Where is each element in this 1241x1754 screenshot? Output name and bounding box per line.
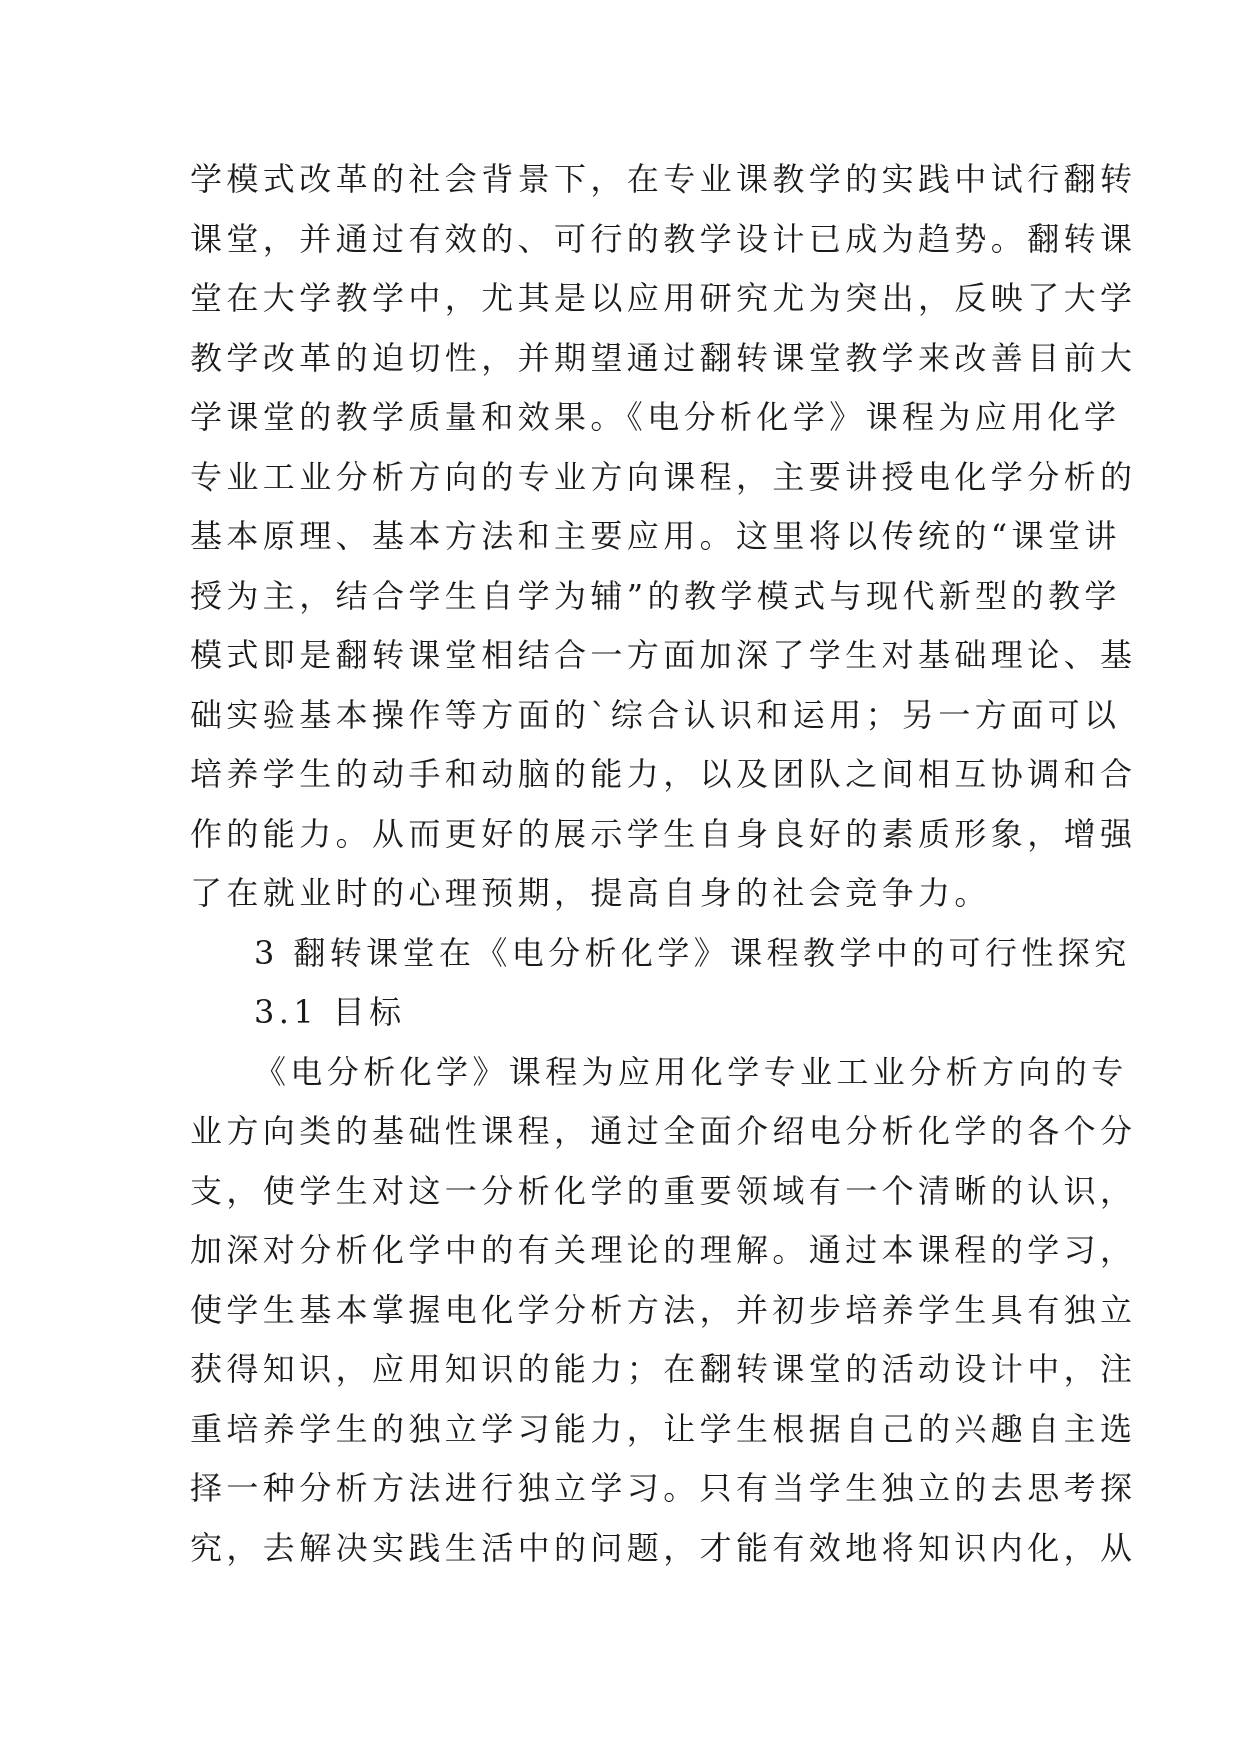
text-line: 重培养学生的独立学习能力，让学生根据自己的兴趣自主选 xyxy=(190,1409,1137,1448)
text-line: 学课堂的教学质量和效果。《电分析化学》课程为应用化学 xyxy=(190,398,1121,436)
text-line: 模式即是翻转课堂相结合一方面加深了学生对基础理论、基 xyxy=(190,636,1137,674)
text-line: 专业工业分析方向的专业方向课程，主要讲授电化学分析的 xyxy=(190,457,1137,496)
text-line: 究，去解决实践生活中的问题，才能有效地将知识内化，从 xyxy=(190,1528,1137,1567)
text-line: 础实验基本操作等方面的`综合认识和运用；另一方面可以 xyxy=(190,695,1121,734)
text-line: 支，使学生对这一分析化学的重要领域有一个清晰的认识， xyxy=(190,1171,1137,1210)
text-line: 《电分析化学》课程为应用化学专业工业分析方向的专 xyxy=(254,1052,1128,1091)
text-line: 3.1 目标 xyxy=(254,993,406,1031)
text-line: 课堂，并通过有效的、可行的教学设计已成为趋势。翻转课 xyxy=(190,219,1137,258)
text-line: 3 翻转课堂在《电分析化学》课程教学中的可行性探究 xyxy=(254,933,1131,972)
text-line: 择一种分析方法进行独立学习。只有当学生独立的去思考探 xyxy=(190,1469,1137,1507)
text-line: 作的能力。从而更好的展示学生自身良好的素质形象，增强 xyxy=(190,814,1137,853)
text-line: 业方向类的基础性课程，通过全面介绍电分析化学的各个分 xyxy=(190,1112,1137,1150)
text-line: 堂在大学教学中，尤其是以应用研究尤为突出，反映了大学 xyxy=(190,279,1137,317)
text-line: 学模式改革的社会背景下，在专业课教学的实践中试行翻转 xyxy=(190,160,1137,198)
text-line: 获得知识，应用知识的能力；在翻转课堂的活动设计中，注 xyxy=(190,1350,1137,1388)
body-text xyxy=(190,150,1137,1578)
text-line: 基本原理、基本方法和主要应用。这里将以传统的“课堂讲 xyxy=(190,517,1121,555)
text-line: 教学改革的迫切性，并期望通过翻转课堂教学来改善目前大 xyxy=(190,338,1137,377)
text-line: 加深对分析化学中的有关理论的理解。通过本课程的学习， xyxy=(190,1231,1137,1269)
text-line: 了在就业时的心理预期，提高自身的社会竞争力。 xyxy=(190,874,991,912)
text-line: 使学生基本掌握电化学分析方法，并初步培养学生具有独立 xyxy=(190,1290,1137,1329)
text-line: 培养学生的动手和动脑的能力，以及团队之间相互协调和合 xyxy=(190,755,1137,793)
text-line: 授为主，结合学生自学为辅”的教学模式与现代新型的教学 xyxy=(190,576,1121,615)
